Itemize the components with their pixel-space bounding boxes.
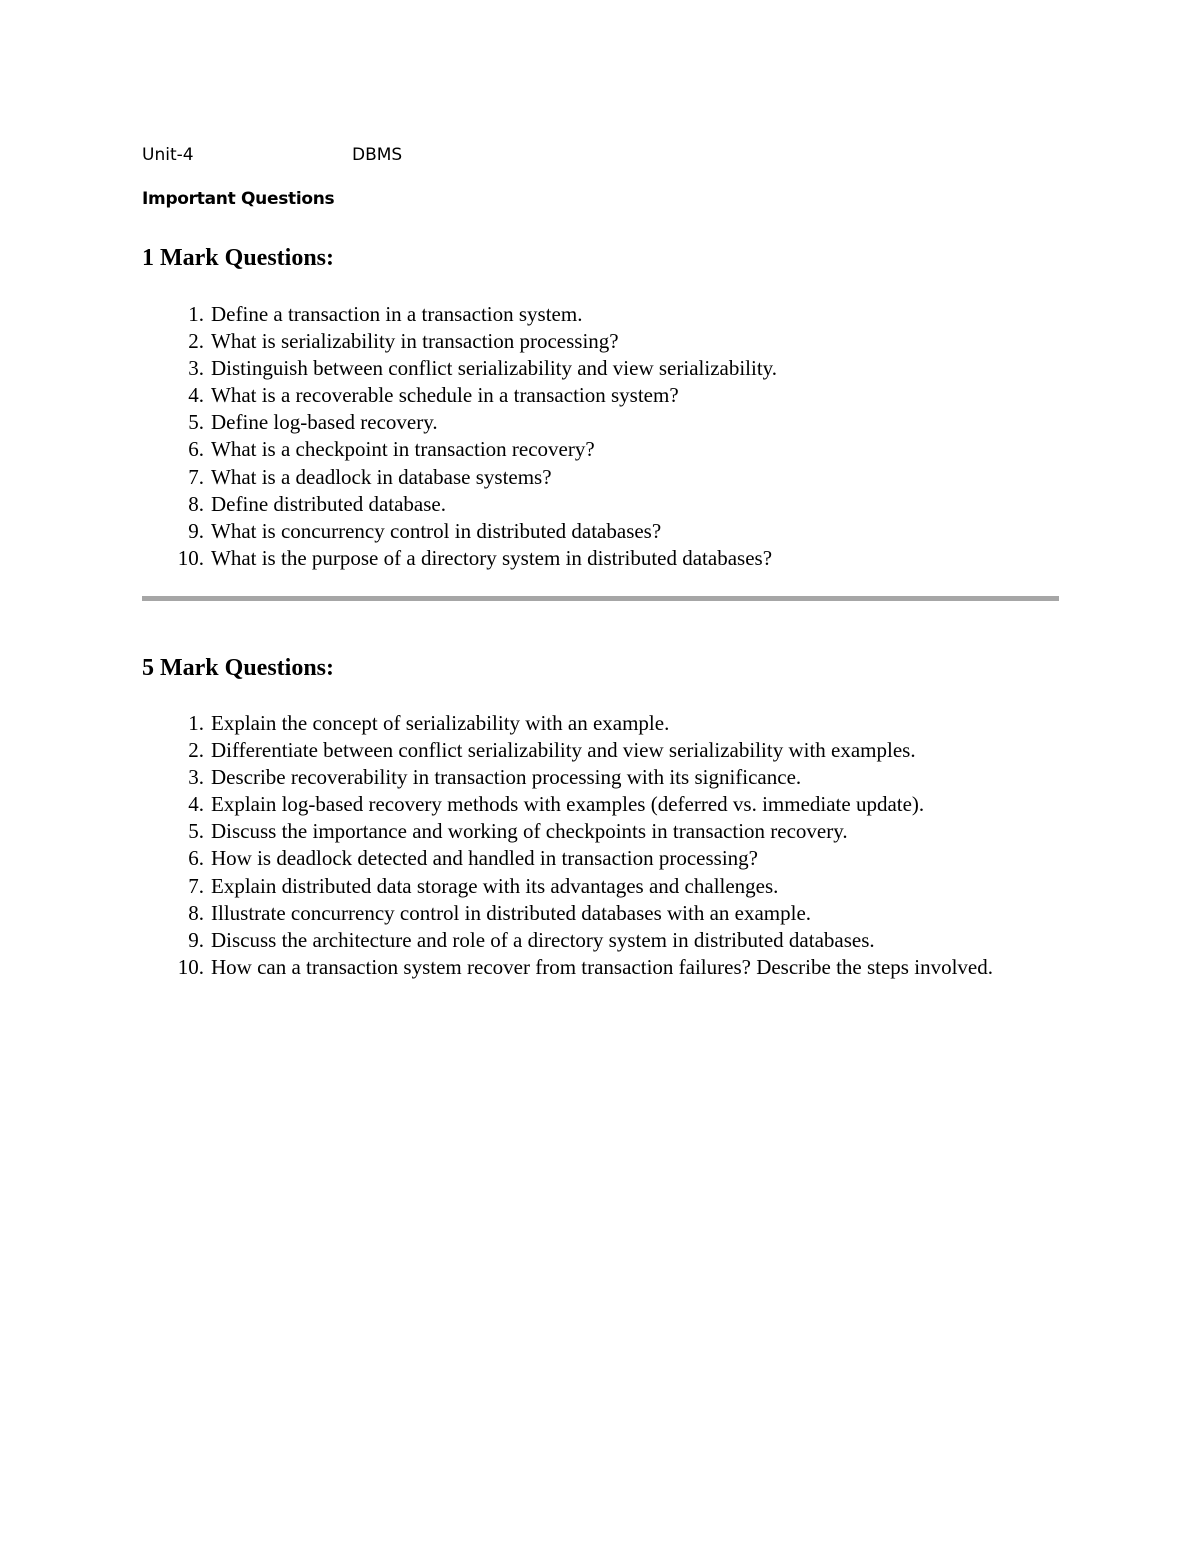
question-text: What is a deadlock in database systems? [211,464,552,489]
question-number: 1. [188,302,204,326]
question-number: 3. [188,356,204,381]
question-text: Discuss the architecture and role of a directory system in distributed databases. [211,927,875,952]
question-text: Distinguish between conflict serializability and view serializability. [211,356,778,381]
list-item [142,491,1042,518]
question-number: 9. [188,927,204,952]
list-item [142,927,1042,954]
question-number: 6. [188,846,204,871]
list-item [142,710,1042,737]
question-text: What is a recoverable schedule in a transaction system? [211,383,679,408]
question-number: 5. [188,819,204,844]
question-list-1-mark [142,301,1042,572]
question-number: 6. [188,437,204,462]
list-item [142,382,1042,409]
question-text: Discuss the importance and working of checkpoints in transaction recovery. [211,819,848,844]
question-text: Explain distributed data storage with its advantages and challenges. [211,873,779,898]
list-item [142,545,1042,572]
question-number: 4. [188,383,204,408]
section-heading-1-mark: 1 Mark Questions: [142,245,334,271]
question-text: Explain the concept of serializability with an example. [211,711,670,735]
question-number: 8. [188,900,204,925]
list-item [142,301,1042,328]
question-number: 5. [188,410,204,435]
section-divider [142,596,1059,601]
question-list-5-mark [142,710,1042,981]
question-text: Explain log-based recovery methods with examples (deferred vs. immediate update). [211,792,925,817]
list-item [142,818,1042,845]
list-item [142,845,1042,872]
question-number: 10. [177,954,204,979]
question-text: What is concurrency control in distributed databases? [211,518,662,543]
question-number: 9. [188,518,204,543]
question-text: Illustrate concurrency control in distributed databases with an example. [211,900,812,925]
question-text: How is deadlock detected and handled in transaction processing? [211,846,758,871]
list-item [142,764,1042,791]
question-number: 8. [188,491,204,516]
question-number: 2. [188,329,204,354]
question-number: 1. [188,711,204,735]
list-item [142,954,1042,981]
question-text: Differentiate between conflict serializability and view serializability with examples. [211,738,916,763]
question-text: What is a checkpoint in transaction recovery? [211,437,595,462]
section-heading-5-mark: 5 Mark Questions: [142,655,334,681]
unit-label: Unit-4 [142,145,194,165]
question-number: 4. [188,792,204,817]
question-text: What is serializability in transaction processing? [211,329,619,354]
question-text: How can a transaction system recover from transaction failures? Describe the steps involved. [211,954,993,979]
list-item [142,900,1042,927]
question-text: Define log-based recovery. [211,410,438,435]
question-number: 7. [188,873,204,898]
question-number: 3. [188,765,204,790]
document-subtitle: Important Questions [142,189,335,209]
list-item [142,436,1042,463]
question-number: 2. [188,738,204,763]
question-text: Define distributed database. [211,491,446,516]
list-item [142,328,1042,355]
list-item [142,464,1042,491]
question-text: What is the purpose of a directory system in distributed databases? [211,545,773,570]
question-number: 10. [177,545,204,570]
list-item [142,409,1042,436]
list-item [142,518,1042,545]
list-item [142,791,1042,818]
list-item [142,737,1042,764]
question-number: 7. [188,464,204,489]
subject-label: DBMS [352,145,403,165]
list-item [142,355,1042,382]
question-text: Define a transaction in a transaction system. [211,302,583,326]
question-text: Describe recoverability in transaction processing with its significance. [211,765,802,790]
list-item [142,873,1042,900]
